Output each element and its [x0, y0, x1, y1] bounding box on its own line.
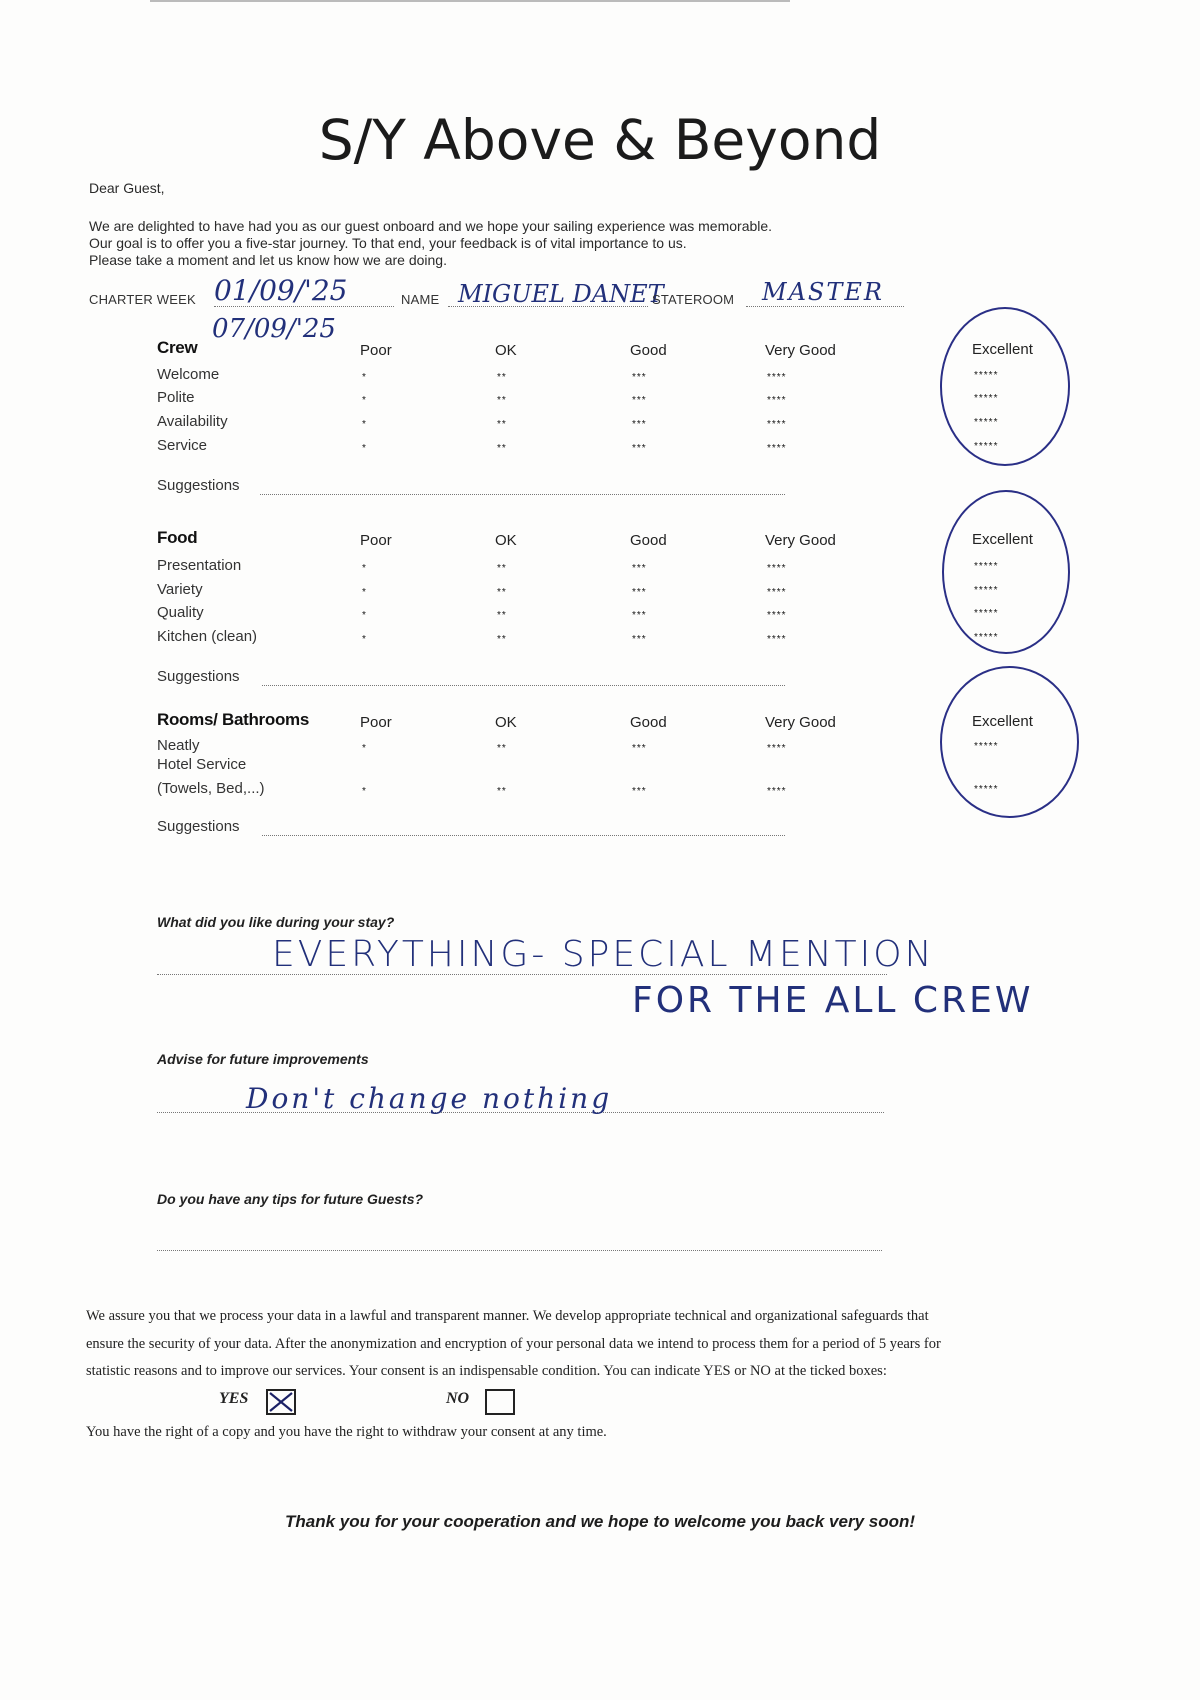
rating-5[interactable]: *****: [974, 370, 999, 381]
rating-2[interactable]: **: [497, 443, 507, 454]
rating-4[interactable]: ****: [767, 443, 787, 454]
rating-5[interactable]: *****: [974, 561, 999, 572]
rating-5[interactable]: *****: [974, 741, 999, 752]
rating-3[interactable]: ***: [632, 634, 647, 645]
crew-suggestions-input[interactable]: [260, 494, 785, 495]
rating-4[interactable]: ****: [767, 786, 787, 797]
food-suggestions-label: Suggestions: [157, 668, 240, 685]
rating-5[interactable]: *****: [974, 393, 999, 404]
stateroom-label: STATEROOM: [652, 292, 735, 307]
privacy-text-line1: We assure you that we process your data in a lawful and transparent manner. We develop appropriate technical and organizational safeguards that: [86, 1308, 929, 1324]
rooms-suggestions-input[interactable]: [262, 835, 785, 836]
rating-4[interactable]: ****: [767, 634, 787, 645]
privacy-text-line2: ensure the security of your data. After the anonymization and encryption of your personal data we intend to process them for a period of 5 years for: [86, 1336, 941, 1352]
rating-1[interactable]: *: [362, 634, 367, 645]
rooms-col-very-good: Very Good: [765, 714, 836, 731]
checked-cross-icon: [268, 1391, 294, 1413]
rating-2[interactable]: **: [497, 610, 507, 621]
rating-3[interactable]: ***: [632, 395, 647, 406]
rooms-excellent-selection: [940, 666, 1079, 818]
rating-5[interactable]: *****: [974, 784, 999, 795]
rating-1[interactable]: *: [362, 443, 367, 454]
crew-col-excellent: Excellent: [972, 341, 1033, 358]
food-col-ok: OK: [495, 532, 517, 549]
rating-2[interactable]: **: [497, 634, 507, 645]
crew-col-very-good: Very Good: [765, 342, 836, 359]
answer-improvements[interactable]: Don't change nothing: [246, 1082, 613, 1115]
rating-3[interactable]: ***: [632, 419, 647, 430]
crew-row-label: Service: [157, 437, 208, 454]
charter-week-end-value[interactable]: 07/09/'25: [212, 314, 336, 344]
crew-col-good: Good: [630, 342, 667, 359]
rating-3[interactable]: ***: [632, 743, 647, 754]
crew-row-label: Welcome: [157, 366, 220, 383]
no-checkbox[interactable]: [485, 1389, 515, 1415]
food-col-excellent: Excellent: [972, 531, 1033, 548]
question-tips: Do you have any tips for future Guests?: [157, 1191, 424, 1207]
privacy-rights-text: You have the right of a copy and you have the right to withdraw your consent at any time.: [86, 1424, 607, 1440]
charter-week-start-value[interactable]: 01/09/'25: [214, 274, 348, 307]
rating-3[interactable]: ***: [632, 610, 647, 621]
rating-2[interactable]: **: [497, 563, 507, 574]
answer-liked-line2[interactable]: FOR THE ALL CREW: [632, 980, 1034, 1021]
rating-1[interactable]: *: [362, 743, 367, 754]
rating-1[interactable]: *: [362, 372, 367, 383]
food-row-label: Quality: [157, 604, 204, 621]
rooms-col-poor: Poor: [360, 714, 392, 731]
question-liked: What did you like during your stay?: [157, 914, 395, 930]
crew-row-label: Availability: [157, 413, 228, 430]
crew-section-title: Crew: [157, 338, 198, 357]
crew-suggestions-label: Suggestions: [157, 477, 240, 494]
rating-1[interactable]: *: [362, 610, 367, 621]
rating-2[interactable]: **: [497, 587, 507, 598]
rating-4[interactable]: ****: [767, 563, 787, 574]
crew-col-poor: Poor: [360, 342, 392, 359]
rating-1[interactable]: *: [362, 395, 367, 406]
rating-4[interactable]: ****: [767, 419, 787, 430]
rooms-suggestions-label: Suggestions: [157, 818, 240, 835]
rating-3[interactable]: ***: [632, 587, 647, 598]
answer-tips-input[interactable]: [157, 1250, 882, 1251]
food-col-good: Good: [630, 532, 667, 549]
food-col-poor: Poor: [360, 532, 392, 549]
food-excellent-selection: [942, 490, 1070, 654]
food-section-title: Food: [157, 528, 198, 547]
answer-liked-line1[interactable]: EVERYTHING- SPECIAL MENTION: [272, 934, 935, 975]
rooms-section-title: Rooms/ Bathrooms: [157, 710, 309, 729]
name-value[interactable]: MIGUEL DANET: [458, 280, 664, 308]
rooms-row-label: Neatly: [157, 737, 200, 754]
rating-4[interactable]: ****: [767, 587, 787, 598]
food-row-label: Kitchen (clean): [157, 628, 258, 645]
yes-checkbox[interactable]: [266, 1389, 296, 1415]
rooms-col-excellent: Excellent: [972, 713, 1033, 730]
rating-1[interactable]: *: [362, 786, 367, 797]
rating-2[interactable]: **: [497, 395, 507, 406]
crew-row-label: Polite: [157, 389, 195, 406]
rating-3[interactable]: ***: [632, 563, 647, 574]
rating-4[interactable]: ****: [767, 743, 787, 754]
rating-4[interactable]: ****: [767, 610, 787, 621]
rating-2[interactable]: **: [497, 372, 507, 383]
no-label: NO: [446, 1390, 470, 1407]
page-top-edge: [150, 0, 790, 2]
stateroom-value[interactable]: MASTER: [762, 278, 884, 306]
page-title: S/Y Above & Beyond: [318, 108, 882, 172]
charter-week-label: CHARTER WEEK: [89, 292, 196, 307]
rating-2[interactable]: **: [497, 786, 507, 797]
rating-5[interactable]: *****: [974, 608, 999, 619]
rating-5[interactable]: *****: [974, 441, 999, 452]
closing-message: Thank you for your cooperation and we hope to welcome you back very soon!: [284, 1512, 916, 1531]
rating-1[interactable]: *: [362, 419, 367, 430]
rating-4[interactable]: ****: [767, 395, 787, 406]
yes-label: YES: [219, 1390, 249, 1407]
question-improvements: Advise for future improvements: [157, 1051, 369, 1067]
rooms-col-good: Good: [630, 714, 667, 731]
rating-5[interactable]: *****: [974, 585, 999, 596]
stateroom-line: [746, 306, 904, 307]
rooms-col-ok: OK: [495, 714, 517, 731]
rooms-row-label-line1: Hotel Service: [157, 756, 247, 773]
rating-3[interactable]: ***: [632, 443, 647, 454]
rating-5[interactable]: *****: [974, 632, 999, 643]
rooms-row-label-line2: (Towels, Bed,...): [157, 780, 265, 797]
rating-4[interactable]: ****: [767, 372, 787, 383]
rating-3[interactable]: ***: [632, 786, 647, 797]
name-label: NAME: [401, 292, 440, 307]
rating-3[interactable]: ***: [632, 372, 647, 383]
privacy-text-line3: statistic reasons and to improve our services. Your consent is an indispensable condition. You can indicate YES or NO at the ticked boxes:: [86, 1363, 887, 1379]
crew-excellent-selection: [940, 307, 1070, 466]
food-row-label: Variety: [157, 581, 203, 598]
salutation: Dear Guest,: [89, 180, 165, 196]
food-row-label: Presentation: [157, 557, 242, 574]
crew-col-ok: OK: [495, 342, 517, 359]
rating-1[interactable]: *: [362, 587, 367, 598]
rating-5[interactable]: *****: [974, 417, 999, 428]
food-suggestions-input[interactable]: [262, 685, 785, 686]
rating-1[interactable]: *: [362, 563, 367, 574]
rating-2[interactable]: **: [497, 419, 507, 430]
food-col-very-good: Very Good: [765, 532, 836, 549]
intro-text: We are delighted to have had you as our guest onboard and we hope your sailing experience was memorable. Our goal is to offer you a five-star journey. To that end, your feedback is of vital importance to us. Please take a moment and let us know how we are doing.: [89, 218, 773, 268]
rating-2[interactable]: **: [497, 743, 507, 754]
